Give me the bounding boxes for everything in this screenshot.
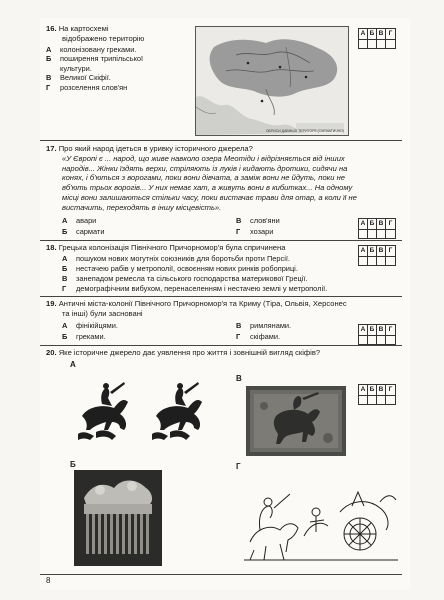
option-g[interactable]: Г скіфами. xyxy=(236,332,281,341)
answer-grid-q19-cells[interactable] xyxy=(358,336,396,345)
image-b-comb[interactable] xyxy=(74,470,162,566)
map-image xyxy=(196,27,348,135)
question-text-line: На картосхемі xyxy=(58,24,109,33)
option-g[interactable]: Г хозари xyxy=(236,227,274,236)
question-19 xyxy=(46,299,406,319)
answer-grid-q19-header: А Б В Г xyxy=(358,324,396,336)
answer-grid-q16-header: А Б В Г xyxy=(358,28,396,40)
answer-grid-q18-cells[interactable] xyxy=(358,257,396,266)
question-text: Грецька колонізація Північного Причорномор'я була спричинена xyxy=(58,243,286,252)
option-b[interactable]: Б сармати xyxy=(62,227,105,236)
comb-picture xyxy=(74,470,162,566)
source-quote: «У Європі є ... народ, що живе навколо озера Меотіди і відрізняється від інших народів... Жінки їздять верхи, стріляють із луків і кидають дротики, сидячи на конях, і б'ються з ворогами, поки вони дівчата, а заміж вони не йдуть, поки не вб'ють трьох ворогів... У них немає хат, а живуть вони в кибитках... На одному місці вони залишаються стільки часу, поки вистачає трави для отар, а коли її не вистачить, переходять в іншу місцевість». xyxy=(62,153,357,212)
question-20 xyxy=(46,348,406,358)
option-v[interactable]: В занепадом ремесла та сільського господарства материкової Греції. xyxy=(62,274,308,283)
option-g[interactable]: Г розселення слов'ян xyxy=(46,82,128,92)
option-a[interactable]: А пошуком нових могутніх союзників для боротьби проти Персії. xyxy=(62,254,290,263)
image-label-b: Б xyxy=(70,460,76,469)
image-label-v: В xyxy=(236,374,242,383)
option-b-line2: культури. xyxy=(60,63,92,73)
question-text-line: відображено територію xyxy=(62,33,145,43)
answer-grid-q17-cells[interactable] xyxy=(358,230,396,239)
map-caption: ОБРИСИ ДАВНЬОЇ ТЕРИТОРІЇ (СХЕМАТИЧНО) xyxy=(265,129,344,133)
historical-map xyxy=(195,26,349,136)
divider xyxy=(40,240,402,241)
page-number: 8 xyxy=(46,576,51,585)
divider xyxy=(40,574,402,575)
answer-grid-q18-header: А Б В Г xyxy=(358,245,396,257)
option-g[interactable]: Г демографічним вибухом, перенаселенням і нестачею землі у метрополії. xyxy=(62,284,328,293)
image-label-a: А xyxy=(70,360,76,369)
divider xyxy=(40,345,402,346)
question-number: 20. xyxy=(46,348,57,357)
option-b[interactable]: Б поширення трипільської xyxy=(46,54,144,64)
question-number: 19. xyxy=(46,299,57,308)
option-a[interactable]: А колонізовану греками. xyxy=(46,45,137,54)
answer-grid-q20-cells[interactable] xyxy=(358,396,396,405)
question-text-line: Античні міста-колонії Північного Причорномор'я та Криму (Тіра, Ольвія, Херсонес xyxy=(58,299,347,308)
question-16 xyxy=(46,24,196,44)
question-text-line: та інші) були засновані xyxy=(62,308,143,318)
option-b[interactable]: Б нестачею рабів у метрополії, освоєнням нових ринків робоприці. xyxy=(62,264,298,273)
option-v[interactable]: В римлянами. xyxy=(236,321,292,330)
question-number: 17. xyxy=(46,144,57,153)
question-number: 16. xyxy=(46,24,57,33)
question-number: 18. xyxy=(46,243,57,252)
q16-options xyxy=(46,45,196,92)
relief-picture xyxy=(246,386,346,456)
divider xyxy=(40,140,402,141)
answer-grid-q17-header: А Б В Г xyxy=(358,218,396,230)
divider xyxy=(40,296,402,297)
image-g-battle-scene[interactable] xyxy=(240,472,402,564)
question-17 xyxy=(46,144,406,213)
test-page xyxy=(40,18,410,590)
battle-picture xyxy=(240,472,402,564)
image-a-horsemen[interactable] xyxy=(74,370,224,450)
answer-grid-q20-header: А Б В Г xyxy=(358,384,396,396)
option-a[interactable]: А фінікійцями. xyxy=(62,321,118,330)
option-v[interactable]: В Великої Скіфії. xyxy=(46,73,111,83)
horsemen-picture xyxy=(74,370,224,450)
question-18 xyxy=(46,243,346,253)
question-text: Яке історичне джерело дає уявлення про життя і зовнішній вигляд скіфів? xyxy=(58,348,321,357)
option-v[interactable]: В слов'яни xyxy=(236,216,280,225)
option-a[interactable]: А авари xyxy=(62,216,97,225)
image-v-relief[interactable] xyxy=(246,386,346,456)
option-b[interactable]: Б греками. xyxy=(62,332,106,341)
answer-grid-q16-cells[interactable] xyxy=(358,40,396,49)
image-label-g: Г xyxy=(236,462,241,471)
question-text: Про який народ ідеться в уривку історичного джерела? xyxy=(58,144,253,153)
